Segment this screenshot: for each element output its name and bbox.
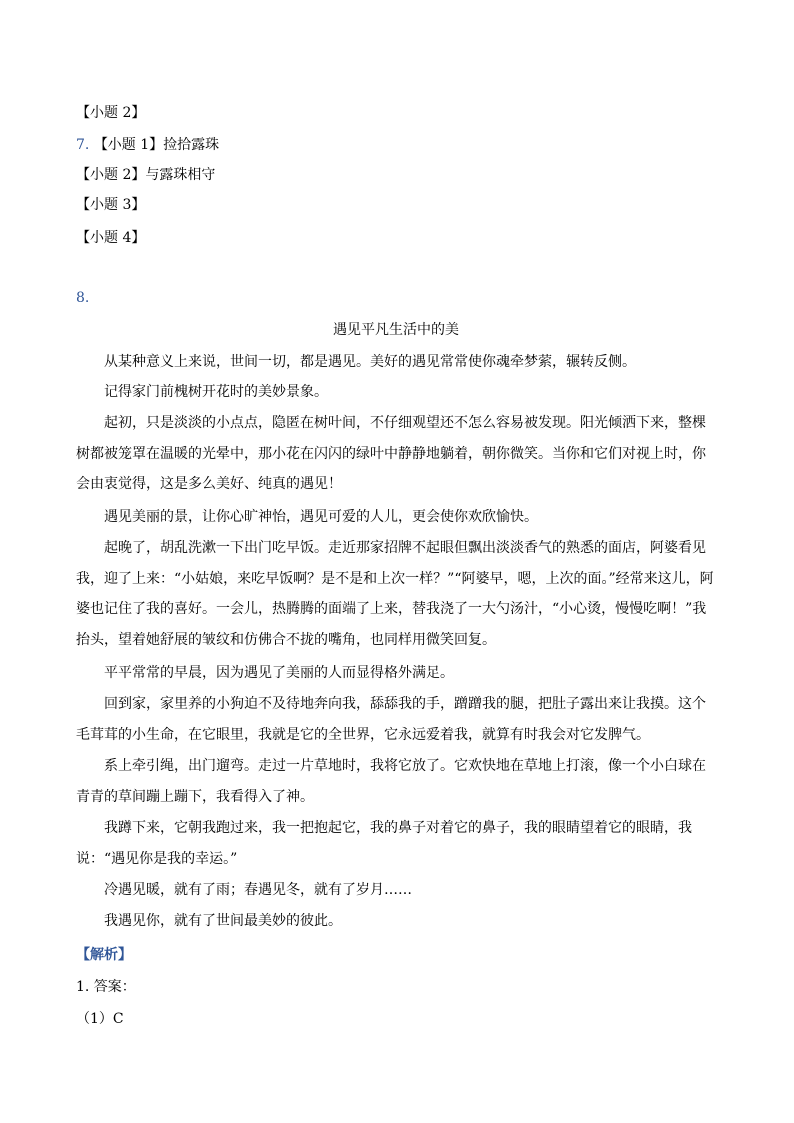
answer-q7-sub1-text: 【小题 1】捡拾露珠: [93, 137, 220, 153]
answer-q7-sub4: 【小题 4】: [76, 230, 146, 246]
article-paragraph-5: 起晚了，胡乱洗漱一下出门吃早饭。走近那家招牌不起眼但飘出淡淡香气的熟悉的面店，阿婆看见我，迎了上来：“小姑娘，来吃早饭啊？是不是和上次一样？”“阿婆早，嗯，上次的面。”经常来这儿，阿婆也记住了我的喜好。一会儿，热腾腾的面端了上来，替我浇了一大勺汤汁，“小心烫，慢慢吃啊！”我抬头，望着她舒展的皱纹和仿佛合不拢的嘴角，也同样用微笑回复。: [76, 540, 714, 648]
article-paragraph-2: 记得家门前槐树开花时的美妙景象。: [104, 384, 328, 400]
article-paragraph-6: 平平常常的早晨，因为遇见了美丽的人而显得格外满足。: [104, 665, 454, 681]
article-paragraph-9: 我蹲下来，它朝我跑过来，我一把抱起它，我的鼻子对着它的鼻子，我的眼睛望着它的眼睛，我说：“遇见你是我的幸运。”: [76, 820, 692, 867]
answer-q7-sub3: 【小题 3】: [76, 197, 146, 213]
analysis-item-1: 1. 答案：: [76, 979, 136, 995]
analysis-item-1-1: （1）C: [76, 1011, 124, 1027]
article-title: 遇见平凡生活中的美: [333, 322, 459, 338]
article-paragraph-7: 回到家，家里养的小狗迫不及待地奔向我，舔舔我的手，蹭蹭我的腿，把肚子露出来让我摸。这个毛茸茸的小生命，在它眼里，我就是它的全世界，它永远爱着我，就算有时我会对它发脾气。: [76, 696, 706, 743]
article-paragraph-4: 遇见美丽的景，让你心旷神怡，遇见可爱的人儿，更会使你欢欣愉快。: [104, 509, 538, 525]
question-number-8: 8.: [76, 290, 90, 306]
answer-q7-sub2: 【小题 2】与露珠相守: [76, 167, 216, 183]
answer-q7-sub1: [76, 135, 219, 155]
article-paragraph-11: 我遇见你，就有了世间最美妙的彼此。: [104, 913, 342, 929]
answer-q6-sub2: 【小题 2】: [76, 105, 146, 121]
article-paragraph-10: 冷遇见暖，就有了雨；春遇见冬，就有了岁月……: [104, 882, 412, 898]
article-paragraph-1: 从某种意义上来说，世间一切，都是遇见。美好的遇见常常使你魂牵梦萦，辗转反侧。: [104, 354, 636, 370]
article-paragraph-3: 起初，只是淡淡的小点点，隐匿在树叶间，不仔细观望还不怎么容易被发现。阳光倾洒下来，整棵树都被笼罩在温暖的光晕中，那小花在闪闪的绿叶中静静地躺着，朝你微笑。当你和它们对视上时，你会由衷觉得，这是多么美好、纯真的遇见！: [76, 415, 706, 492]
article-paragraph-8: 系上牵引绳，出门遛弯。走过一片草地时，我将它放了。它欢快地在草地上打滚，像一个小白球在青青的草间蹦上蹦下，我看得入了神。: [76, 758, 706, 805]
analysis-label: 【解析】: [76, 947, 132, 963]
question-number-7: 7.: [76, 137, 90, 153]
